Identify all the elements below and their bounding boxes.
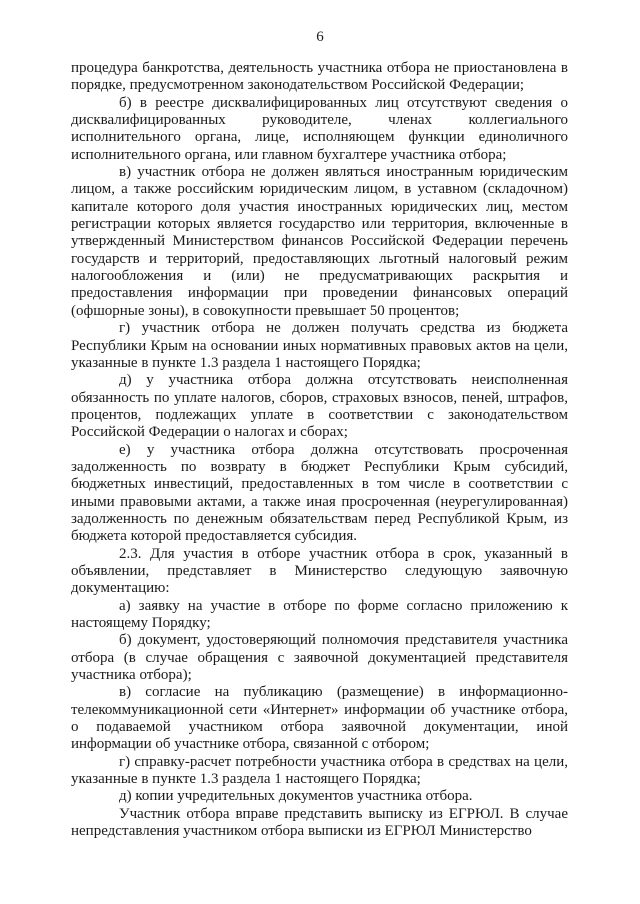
- page-number: 6: [316, 29, 324, 45]
- paragraph-d-tax-obligations: д) у участника отбора должна отсутствовать неисполненная обязанность по уплате налогов, сборов, страховых взносов, пеней, штрафов, процентов, подлежащих уплате в соответствии с законодательством Российской Федерации о налогах и сборах;: [71, 372, 568, 441]
- paragraph-v-foreign-entity: в) участник отбора не должен являться иностранным юридическим лицом, а также российским юридическим лицом, в уставном (складочном) капитале которого доля участия иностранных юридических лиц, местом регистрации которых является государство или территория, включенные в утвержденный Министерством финансов Российской Федерации перечень государств и территорий, предоставляющих льготный налоговый режим налогообложения и (или) не предусматривающих раскрытия и предоставления информации при проведении финансовых операций (офшорные зоны), в совокупности превышает 50 процентов;: [71, 164, 568, 319]
- paragraph-e-overdue-debt: е) у участника отбора должна отсутствовать просроченная задолженность по возврату в бюджет Республики Крым субсидий, бюджетных инвестиций, предоставленных в том числе в соответствии с иными правовыми актами, а также иная просроченная (неурегулированная) задолженность по денежным обязательствам перед Республикой Крым, из бюджета которой предоставляется субсидия.: [71, 441, 568, 545]
- paragraph-egrul-extract: Участник отбора вправе представить выписку из ЕГРЮЛ. В случае непредставления участником отбора выписки из ЕГРЮЛ Министерство: [71, 805, 568, 840]
- paragraph-b-authority-document: б) документ, удостоверяющий полномочия представителя участника отбора (в случае обращения с заявочной документацией представителя участника отбора);: [71, 632, 568, 684]
- paragraph-g-needs-calculation: г) справку-расчет потребности участника отбора в средствах на цели, указанные в пункте 1.3 раздела 1 настоящего Порядка;: [71, 753, 568, 788]
- paragraph-d-founding-documents: д) копии учредительных документов участника отбора.: [119, 788, 473, 805]
- paragraph-v-publication-consent: в) согласие на публикацию (размещение) в информационно-телекоммуникационной сети «Интернет» информации об участнике отбора, о подаваемой участником отбора заявочной документации, иной информации об участнике отбора, связанной с отбором;: [71, 684, 568, 753]
- paragraph-bankruptcy-continuation: процедура банкротства, деятельность участника отбора не приостановлена в порядке, предусмотренном законодательством Российской Федерации;: [71, 60, 568, 94]
- paragraph-g-other-budget-funds: г) участник отбора не должен получать средства из бюджета Республики Крым на основании иных нормативных правовых актов на цели, указанные в пункте 1.3 раздела 1 настоящего Порядка;: [71, 320, 568, 371]
- document-body: [71, 60, 568, 840]
- paragraph-b-disqualified-registry: б) в реестре дисквалифицированных лиц отсутствуют сведения о дисквалифицированных руководителе, членах коллегиального исполнительного органа, лице, исполняющем функции единоличного исполнительного органа, или главном бухгалтере участника отбора;: [71, 94, 568, 163]
- paragraph-2-3-documentation: 2.3. Для участия в отборе участник отбора в срок, указанный в объявлении, представляет в Министерство следующую заявочную документацию:: [71, 545, 568, 597]
- paragraph-a-application: а) заявку на участие в отборе по форме согласно приложению к настоящему Порядку;: [71, 597, 568, 631]
